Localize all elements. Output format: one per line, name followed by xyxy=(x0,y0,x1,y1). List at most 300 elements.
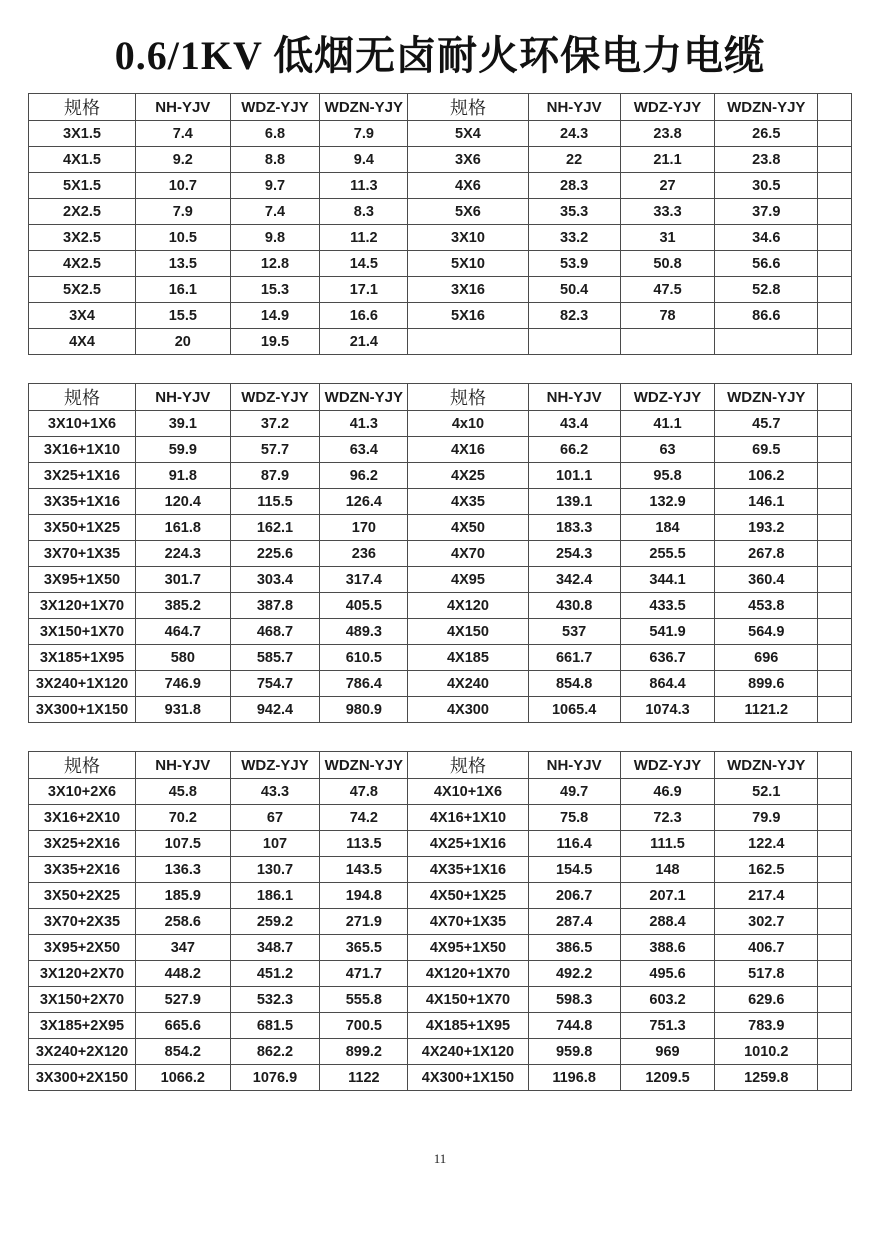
type-header-cell: WDZ-YJY xyxy=(620,384,715,411)
spec-cell: 3X120+1X70 xyxy=(29,593,136,619)
value-cell: 254.3 xyxy=(528,541,620,567)
document-title: 0.6/1KV 低烟无卤耐火环保电力电缆 xyxy=(114,33,766,78)
empty-cell xyxy=(818,515,852,541)
value-cell: 45.8 xyxy=(135,779,230,805)
type-header-cell: WDZN-YJY xyxy=(320,384,408,411)
table-row xyxy=(29,251,852,277)
value-cell: 430.8 xyxy=(528,593,620,619)
value-cell: 95.8 xyxy=(620,463,715,489)
value-cell: 23.8 xyxy=(715,147,818,173)
value-cell: 636.7 xyxy=(620,645,715,671)
spec-cell: 3X240+2X120 xyxy=(29,1039,136,1065)
empty-cell xyxy=(818,645,852,671)
value-cell: 899.2 xyxy=(320,1039,408,1065)
empty-cell xyxy=(818,909,852,935)
type-header-cell: WDZ-YJY xyxy=(230,384,320,411)
spec-cell: 3X35+1X16 xyxy=(29,489,136,515)
value-cell: 57.7 xyxy=(230,437,320,463)
value-cell: 9.2 xyxy=(135,147,230,173)
spec-header-cell: 规格 xyxy=(29,384,136,411)
spec-cell: 3X70+1X35 xyxy=(29,541,136,567)
value-cell: 555.8 xyxy=(320,987,408,1013)
spec-cell: 3X50+1X25 xyxy=(29,515,136,541)
spec-cell: 4X240+1X120 xyxy=(408,1039,528,1065)
value-cell: 942.4 xyxy=(230,697,320,723)
spec-cell: 3X35+2X16 xyxy=(29,857,136,883)
type-header-cell: WDZ-YJY xyxy=(230,94,320,121)
spec-cell: 4X50 xyxy=(408,515,528,541)
value-cell: 661.7 xyxy=(528,645,620,671)
value-cell: 82.3 xyxy=(528,303,620,329)
value-cell: 1121.2 xyxy=(715,697,818,723)
value-cell: 186.1 xyxy=(230,883,320,909)
value-cell: 31 xyxy=(620,225,715,251)
value-cell: 33.3 xyxy=(620,199,715,225)
table-row xyxy=(29,1013,852,1039)
empty-cell xyxy=(818,121,852,147)
value-cell: 448.2 xyxy=(135,961,230,987)
spec-cell: 4X185 xyxy=(408,645,528,671)
value-cell: 387.8 xyxy=(230,593,320,619)
spec-cell: 3X50+2X25 xyxy=(29,883,136,909)
spec-cell: 4X95+1X50 xyxy=(408,935,528,961)
empty-cell xyxy=(818,935,852,961)
value-cell xyxy=(528,329,620,355)
empty-cell xyxy=(818,303,852,329)
empty-header-cell xyxy=(818,384,852,411)
value-cell: 46.9 xyxy=(620,779,715,805)
value-cell: 70.2 xyxy=(135,805,230,831)
table-row xyxy=(29,593,852,619)
empty-cell xyxy=(818,857,852,883)
value-cell: 15.5 xyxy=(135,303,230,329)
value-cell: 6.8 xyxy=(230,121,320,147)
value-cell: 751.3 xyxy=(620,1013,715,1039)
value-cell: 39.1 xyxy=(135,411,230,437)
value-cell: 899.6 xyxy=(715,671,818,697)
value-cell: 464.7 xyxy=(135,619,230,645)
value-cell: 598.3 xyxy=(528,987,620,1013)
value-cell: 1196.8 xyxy=(528,1065,620,1091)
value-cell: 34.6 xyxy=(715,225,818,251)
spec-cell: 3X70+2X35 xyxy=(29,909,136,935)
value-cell: 14.5 xyxy=(320,251,408,277)
spec-cell: 3X300+1X150 xyxy=(29,697,136,723)
spec-cell: 3X4 xyxy=(29,303,136,329)
value-cell: 495.6 xyxy=(620,961,715,987)
spec-cell: 3X16+2X10 xyxy=(29,805,136,831)
table-row xyxy=(29,437,852,463)
value-cell: 629.6 xyxy=(715,987,818,1013)
spec-cell: 3X2.5 xyxy=(29,225,136,251)
value-cell: 146.1 xyxy=(715,489,818,515)
value-cell: 162.1 xyxy=(230,515,320,541)
type-header-cell: NH-YJV xyxy=(528,384,620,411)
value-cell: 101.1 xyxy=(528,463,620,489)
value-cell: 236 xyxy=(320,541,408,567)
value-cell: 130.7 xyxy=(230,857,320,883)
value-cell: 746.9 xyxy=(135,671,230,697)
table-row xyxy=(29,121,852,147)
value-cell xyxy=(715,329,818,355)
value-cell: 41.3 xyxy=(320,411,408,437)
value-cell: 14.9 xyxy=(230,303,320,329)
spec-header-cell: 规格 xyxy=(408,94,528,121)
spec-cell: 4X1.5 xyxy=(29,147,136,173)
value-cell: 854.8 xyxy=(528,671,620,697)
spec-cell: 4X300 xyxy=(408,697,528,723)
value-cell: 52.1 xyxy=(715,779,818,805)
value-cell: 122.4 xyxy=(715,831,818,857)
value-cell: 10.7 xyxy=(135,173,230,199)
value-cell: 113.5 xyxy=(320,831,408,857)
value-cell: 106.2 xyxy=(715,463,818,489)
spec-cell: 5X16 xyxy=(408,303,528,329)
spec-cell: 4X70 xyxy=(408,541,528,567)
table-row xyxy=(29,805,852,831)
value-cell: 303.4 xyxy=(230,567,320,593)
spec-cell: 3X25+1X16 xyxy=(29,463,136,489)
value-cell: 206.7 xyxy=(528,883,620,909)
value-cell: 45.7 xyxy=(715,411,818,437)
value-cell: 20 xyxy=(135,329,230,355)
value-cell: 489.3 xyxy=(320,619,408,645)
value-cell: 66.2 xyxy=(528,437,620,463)
type-header-cell: WDZN-YJY xyxy=(320,752,408,779)
spec-cell: 3X6 xyxy=(408,147,528,173)
table-row xyxy=(29,909,852,935)
value-cell: 1065.4 xyxy=(528,697,620,723)
spec-cell: 4X120+1X70 xyxy=(408,961,528,987)
table-row xyxy=(29,225,852,251)
value-cell: 388.6 xyxy=(620,935,715,961)
empty-cell xyxy=(818,779,852,805)
spec-cell: 5X6 xyxy=(408,199,528,225)
type-header-cell: WDZN-YJY xyxy=(715,752,818,779)
value-cell: 41.1 xyxy=(620,411,715,437)
value-cell: 7.4 xyxy=(230,199,320,225)
empty-header-cell xyxy=(818,752,852,779)
spec-cell: 4X95 xyxy=(408,567,528,593)
empty-cell xyxy=(818,805,852,831)
value-cell: 22 xyxy=(528,147,620,173)
value-cell: 17.1 xyxy=(320,277,408,303)
value-cell: 15.3 xyxy=(230,277,320,303)
table-row xyxy=(29,411,852,437)
spec-cell: 3X10+2X6 xyxy=(29,779,136,805)
value-cell: 139.1 xyxy=(528,489,620,515)
table-row xyxy=(29,935,852,961)
value-cell: 43.4 xyxy=(528,411,620,437)
value-cell: 33.2 xyxy=(528,225,620,251)
table-row xyxy=(29,697,852,723)
value-cell: 24.3 xyxy=(528,121,620,147)
spec-cell: 5X4 xyxy=(408,121,528,147)
value-cell: 681.5 xyxy=(230,1013,320,1039)
value-cell: 194.8 xyxy=(320,883,408,909)
value-cell: 696 xyxy=(715,645,818,671)
value-cell: 154.5 xyxy=(528,857,620,883)
table-row xyxy=(29,1039,852,1065)
value-cell: 517.8 xyxy=(715,961,818,987)
value-cell: 700.5 xyxy=(320,1013,408,1039)
spec-cell: 3X185+1X95 xyxy=(29,645,136,671)
table-row xyxy=(29,277,852,303)
spec-cell: 4X300+1X150 xyxy=(408,1065,528,1091)
spec-cell: 3X10 xyxy=(408,225,528,251)
empty-cell xyxy=(818,831,852,857)
value-cell: 52.8 xyxy=(715,277,818,303)
spec-cell: 3X150+1X70 xyxy=(29,619,136,645)
table-row xyxy=(29,883,852,909)
value-cell: 9.7 xyxy=(230,173,320,199)
value-cell: 30.5 xyxy=(715,173,818,199)
spec-header-cell: 规格 xyxy=(29,94,136,121)
value-cell: 783.9 xyxy=(715,1013,818,1039)
value-cell: 67 xyxy=(230,805,320,831)
value-cell: 564.9 xyxy=(715,619,818,645)
table-row xyxy=(29,199,852,225)
value-cell: 225.6 xyxy=(230,541,320,567)
spec-cell xyxy=(408,329,528,355)
value-cell: 7.4 xyxy=(135,121,230,147)
value-cell: 969 xyxy=(620,1039,715,1065)
table-row xyxy=(29,961,852,987)
table-row xyxy=(29,857,852,883)
value-cell: 585.7 xyxy=(230,645,320,671)
value-cell: 1074.3 xyxy=(620,697,715,723)
type-header-cell: NH-YJV xyxy=(135,94,230,121)
value-cell: 162.5 xyxy=(715,857,818,883)
value-cell: 603.2 xyxy=(620,987,715,1013)
empty-cell xyxy=(818,697,852,723)
value-cell: 931.8 xyxy=(135,697,230,723)
value-cell: 864.4 xyxy=(620,671,715,697)
spec-cell: 4X150 xyxy=(408,619,528,645)
value-cell: 224.3 xyxy=(135,541,230,567)
value-cell: 12.8 xyxy=(230,251,320,277)
value-cell: 50.4 xyxy=(528,277,620,303)
value-cell: 47.8 xyxy=(320,779,408,805)
value-cell: 1076.9 xyxy=(230,1065,320,1091)
header-row xyxy=(29,94,852,121)
value-cell: 132.9 xyxy=(620,489,715,515)
spec-header-cell: 规格 xyxy=(408,752,528,779)
value-cell: 148 xyxy=(620,857,715,883)
value-cell: 50.8 xyxy=(620,251,715,277)
value-cell: 451.2 xyxy=(230,961,320,987)
empty-cell xyxy=(818,593,852,619)
value-cell: 207.1 xyxy=(620,883,715,909)
value-cell: 386.5 xyxy=(528,935,620,961)
value-cell: 1066.2 xyxy=(135,1065,230,1091)
value-cell: 23.8 xyxy=(620,121,715,147)
spec-cell: 3X95+1X50 xyxy=(29,567,136,593)
value-cell: 28.3 xyxy=(528,173,620,199)
spec-cell: 4X185+1X95 xyxy=(408,1013,528,1039)
value-cell: 360.4 xyxy=(715,567,818,593)
spec-cell: 4X25+1X16 xyxy=(408,831,528,857)
spec-cell: 3X150+2X70 xyxy=(29,987,136,1013)
table-row xyxy=(29,619,852,645)
spec-cell: 3X240+1X120 xyxy=(29,671,136,697)
value-cell: 91.8 xyxy=(135,463,230,489)
spec-table-3 xyxy=(28,751,852,1091)
spec-cell: 4X120 xyxy=(408,593,528,619)
value-cell: 87.9 xyxy=(230,463,320,489)
value-cell: 116.4 xyxy=(528,831,620,857)
empty-cell xyxy=(818,225,852,251)
value-cell: 183.3 xyxy=(528,515,620,541)
value-cell: 96.2 xyxy=(320,463,408,489)
value-cell: 342.4 xyxy=(528,567,620,593)
type-header-cell: WDZ-YJY xyxy=(620,94,715,121)
value-cell: 37.9 xyxy=(715,199,818,225)
value-cell: 79.9 xyxy=(715,805,818,831)
value-cell: 406.7 xyxy=(715,935,818,961)
spec-cell: 3X16 xyxy=(408,277,528,303)
value-cell: 115.5 xyxy=(230,489,320,515)
value-cell: 1209.5 xyxy=(620,1065,715,1091)
table-row xyxy=(29,645,852,671)
empty-cell xyxy=(818,251,852,277)
value-cell: 854.2 xyxy=(135,1039,230,1065)
value-cell: 72.3 xyxy=(620,805,715,831)
table-row xyxy=(29,147,852,173)
empty-cell xyxy=(818,1065,852,1091)
empty-cell xyxy=(818,489,852,515)
value-cell: 271.9 xyxy=(320,909,408,935)
spec-cell: 3X25+2X16 xyxy=(29,831,136,857)
value-cell: 862.2 xyxy=(230,1039,320,1065)
value-cell: 258.6 xyxy=(135,909,230,935)
spec-cell: 4X16+1X10 xyxy=(408,805,528,831)
spec-header-cell: 规格 xyxy=(29,752,136,779)
value-cell: 405.5 xyxy=(320,593,408,619)
empty-cell xyxy=(818,173,852,199)
value-cell: 532.3 xyxy=(230,987,320,1013)
empty-cell xyxy=(818,541,852,567)
table-row xyxy=(29,515,852,541)
empty-cell xyxy=(818,411,852,437)
value-cell: 35.3 xyxy=(528,199,620,225)
spec-cell: 4X35+1X16 xyxy=(408,857,528,883)
value-cell: 74.2 xyxy=(320,805,408,831)
spec-cell: 4X10+1X6 xyxy=(408,779,528,805)
type-header-cell: NH-YJV xyxy=(528,752,620,779)
page-number: 11 xyxy=(433,1151,447,1166)
table-row xyxy=(29,1065,852,1091)
value-cell: 184 xyxy=(620,515,715,541)
value-cell: 287.4 xyxy=(528,909,620,935)
value-cell: 7.9 xyxy=(320,121,408,147)
table-row xyxy=(29,671,852,697)
empty-cell xyxy=(818,147,852,173)
spec-cell: 3X95+2X50 xyxy=(29,935,136,961)
value-cell: 16.1 xyxy=(135,277,230,303)
value-cell: 385.2 xyxy=(135,593,230,619)
value-cell: 63 xyxy=(620,437,715,463)
spec-header-cell: 规格 xyxy=(408,384,528,411)
value-cell: 126.4 xyxy=(320,489,408,515)
spec-cell: 3X1.5 xyxy=(29,121,136,147)
value-cell: 59.9 xyxy=(135,437,230,463)
table-row xyxy=(29,779,852,805)
spec-cell: 3X185+2X95 xyxy=(29,1013,136,1039)
value-cell: 111.5 xyxy=(620,831,715,857)
spec-cell: 3X120+2X70 xyxy=(29,961,136,987)
value-cell: 1259.8 xyxy=(715,1065,818,1091)
value-cell: 665.6 xyxy=(135,1013,230,1039)
spec-cell: 4X6 xyxy=(408,173,528,199)
empty-cell xyxy=(818,961,852,987)
value-cell: 75.8 xyxy=(528,805,620,831)
table-row xyxy=(29,489,852,515)
value-cell: 107.5 xyxy=(135,831,230,857)
value-cell: 347 xyxy=(135,935,230,961)
value-cell: 453.8 xyxy=(715,593,818,619)
empty-cell xyxy=(818,619,852,645)
spec-cell: 4X150+1X70 xyxy=(408,987,528,1013)
type-header-cell: WDZ-YJY xyxy=(620,752,715,779)
type-header-cell: NH-YJV xyxy=(135,384,230,411)
empty-cell xyxy=(818,463,852,489)
value-cell: 143.5 xyxy=(320,857,408,883)
value-cell: 185.9 xyxy=(135,883,230,909)
table-row xyxy=(29,303,852,329)
value-cell: 26.5 xyxy=(715,121,818,147)
table-row xyxy=(29,329,852,355)
value-cell: 21.1 xyxy=(620,147,715,173)
value-cell: 8.8 xyxy=(230,147,320,173)
value-cell: 69.5 xyxy=(715,437,818,463)
table-row xyxy=(29,567,852,593)
value-cell: 580 xyxy=(135,645,230,671)
value-cell: 255.5 xyxy=(620,541,715,567)
value-cell: 1122 xyxy=(320,1065,408,1091)
value-cell: 541.9 xyxy=(620,619,715,645)
value-cell: 527.9 xyxy=(135,987,230,1013)
value-cell: 7.9 xyxy=(135,199,230,225)
spec-cell: 5X1.5 xyxy=(29,173,136,199)
spec-cell: 4X4 xyxy=(29,329,136,355)
spec-cell: 5X10 xyxy=(408,251,528,277)
value-cell: 13.5 xyxy=(135,251,230,277)
value-cell: 365.5 xyxy=(320,935,408,961)
value-cell: 86.6 xyxy=(715,303,818,329)
empty-cell xyxy=(818,1039,852,1065)
value-cell: 217.4 xyxy=(715,883,818,909)
spec-cell: 4X70+1X35 xyxy=(408,909,528,935)
value-cell: 302.7 xyxy=(715,909,818,935)
value-cell: 471.7 xyxy=(320,961,408,987)
value-cell: 170 xyxy=(320,515,408,541)
value-cell: 107 xyxy=(230,831,320,857)
table-row xyxy=(29,463,852,489)
type-header-cell: WDZ-YJY xyxy=(230,752,320,779)
value-cell: 43.3 xyxy=(230,779,320,805)
empty-cell xyxy=(818,437,852,463)
value-cell: 21.4 xyxy=(320,329,408,355)
table-row xyxy=(29,541,852,567)
value-cell: 56.6 xyxy=(715,251,818,277)
value-cell: 193.2 xyxy=(715,515,818,541)
value-cell: 267.8 xyxy=(715,541,818,567)
type-header-cell: WDZN-YJY xyxy=(320,94,408,121)
spec-table-2 xyxy=(28,383,852,723)
value-cell: 120.4 xyxy=(135,489,230,515)
value-cell: 47.5 xyxy=(620,277,715,303)
